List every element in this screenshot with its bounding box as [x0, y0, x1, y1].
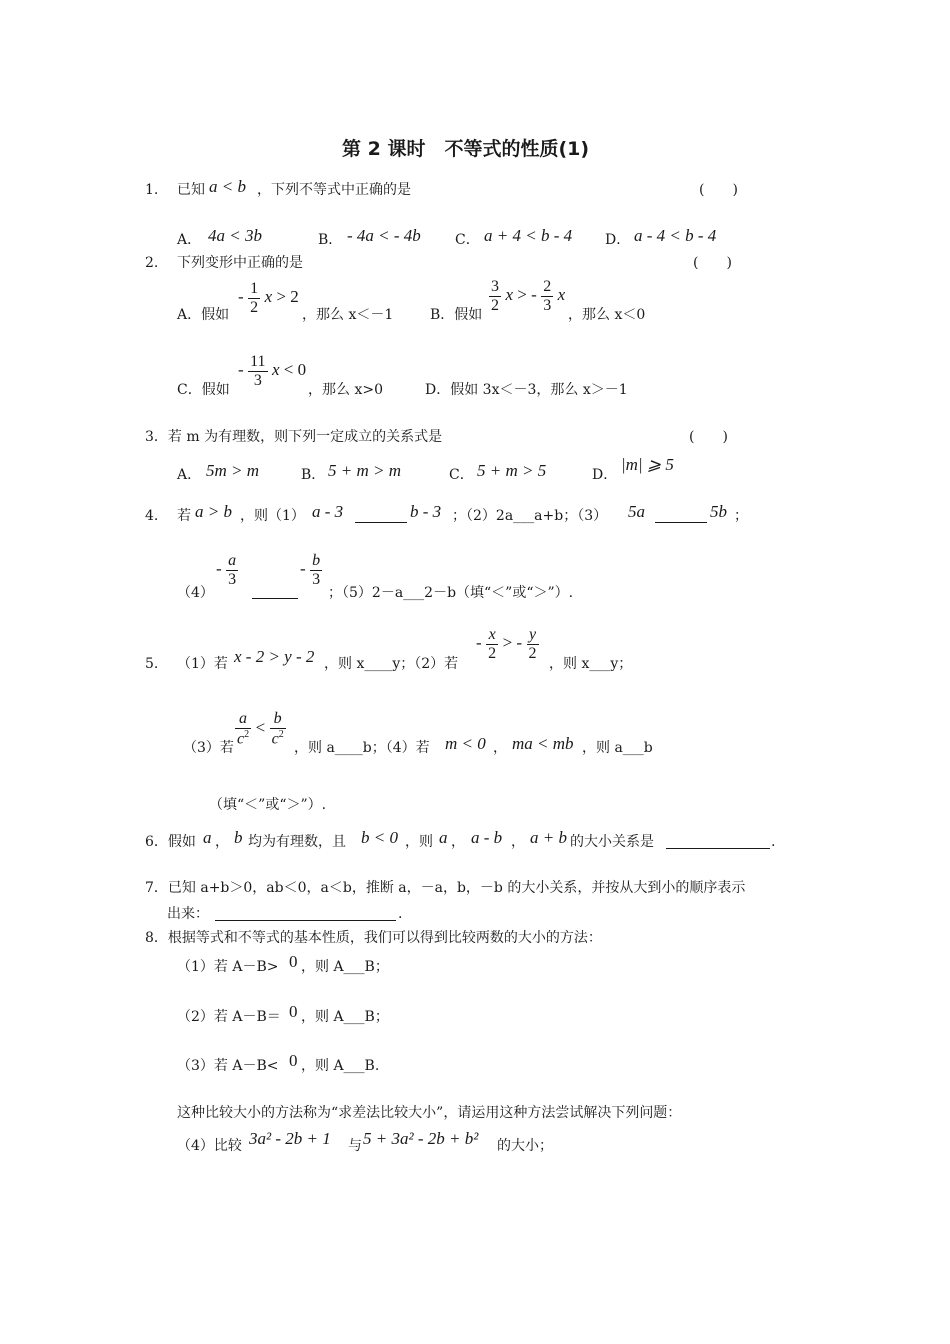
- q6-post: 的大小关系是: [570, 834, 654, 850]
- q8-case3-label: （3）若 A－B<: [177, 1058, 279, 1074]
- q4-part3-end: ；: [734, 508, 748, 524]
- q1-answer-paren: ( ): [699, 182, 738, 198]
- q2-answer-paren: ( ): [693, 255, 732, 271]
- q6-end: .: [771, 834, 776, 850]
- q1-number: 1.: [145, 182, 159, 198]
- q8-case1-zero: 0: [289, 952, 298, 971]
- q4-number: 4.: [145, 508, 159, 524]
- q6-then: ，则: [405, 834, 433, 850]
- q4-part5: ；（5）2－a___2－b（填“＜”或“＞”）.: [328, 585, 574, 601]
- q5-comma: ，: [493, 740, 507, 756]
- q4-part1-right: b - 3: [410, 502, 442, 521]
- q3-option-a: 5m > m: [206, 461, 260, 480]
- q6-pre: 6．假如: [145, 834, 196, 850]
- q2-text: 下列变形中正确的是: [177, 255, 303, 271]
- q2-option-b-expr: $\frac{3}{2}$ x > - $\frac{2}{3}$ x: [491, 278, 566, 314]
- q2-option-a-post: ，那么 x＜－1: [302, 307, 394, 323]
- q2-option-c-label: C．假如: [177, 382, 230, 398]
- q5-number: 5.: [145, 656, 159, 672]
- page-title: 第 2 课时 不等式的性质(1): [342, 138, 590, 160]
- q4-part4-left: - $\frac{a}{3}$: [216, 552, 237, 588]
- q6-var-b: b: [234, 828, 243, 847]
- q5-part4-cond1: m < 0: [445, 734, 486, 753]
- q4-condition: a > b: [195, 502, 232, 521]
- q8-method: 这种比较大小的方法称为“求差法比较大小”，请运用这种方法尝试解决下列问题：: [177, 1105, 682, 1121]
- q6-expr-sum: a + b: [530, 828, 567, 847]
- q1-option-d-label: D．: [605, 232, 631, 248]
- q7-line2: 出来：: [167, 906, 209, 922]
- q5-part2-label: ，则 x____y；（2）若: [324, 656, 459, 672]
- q5-part3-label: （3）若: [183, 740, 234, 756]
- q8-part4-expr2: 5 + 3a² - 2b + b²: [363, 1129, 479, 1148]
- q4-part2: ；（2）2a___a+b；（3）: [452, 508, 608, 524]
- q2-option-c-expr: - $\frac{11}{3}$ x < 0: [238, 353, 307, 389]
- q3-option-d: |m| ⩾ 5: [621, 455, 674, 474]
- q5-part1-label: （1）若: [177, 656, 228, 672]
- q1-option-a-label: A．: [177, 232, 202, 248]
- q4-part1-blank[interactable]: [355, 508, 407, 523]
- q1-option-b-label: B．: [318, 232, 343, 248]
- q2-option-a-label: A．假如: [177, 307, 230, 323]
- q3-option-c: 5 + m > 5: [477, 461, 547, 480]
- q5-part3-cond: $\frac{a}{c^2}$ < $\frac{b}{c^2}$: [237, 710, 284, 747]
- q8-case2-post: ，则 A___B；: [301, 1009, 389, 1025]
- q2-option-a-expr: - $\frac{1}{2}$ x > 2: [238, 280, 299, 316]
- q3-option-b-label: B．: [301, 467, 326, 483]
- q8-intro: 8．根据等式和不等式的基本性质，我们可以得到比较两数的大小的方法：: [145, 930, 602, 946]
- q5-part2-cond: - $\frac{x}{2}$ > - $\frac{y}{2}$: [476, 626, 537, 662]
- q4-pre: 若: [177, 508, 191, 524]
- q5-part2-post: ，则 x___y；: [549, 656, 633, 672]
- q1-option-b: - 4a < - 4b: [347, 226, 421, 245]
- q2-option-b-post: ，那么 x＜0: [568, 307, 646, 323]
- q1-option-c-label: C．: [455, 232, 480, 248]
- q7-answer-blank[interactable]: [215, 906, 396, 921]
- q4-part3-left: 5a: [628, 502, 645, 521]
- q8-case3-post: ，则 A___B.: [301, 1058, 380, 1074]
- q8-part4-label: （4）比较: [177, 1138, 242, 1154]
- q6-condition: b < 0: [361, 828, 398, 847]
- q4-part4-right: - $\frac{b}{3}$: [300, 552, 321, 588]
- q1-option-a: 4a < 3b: [208, 226, 262, 245]
- q6-comma-1: ，: [215, 834, 229, 850]
- q6-answer-blank[interactable]: [666, 834, 770, 849]
- q3-answer-paren: ( ): [689, 429, 728, 445]
- q2-number: 2.: [145, 255, 159, 271]
- q4-part1-label: ，则（1）: [240, 508, 305, 524]
- q8-case1-post: ，则 A___B；: [301, 959, 389, 975]
- q5-part1-cond: x - 2 > y - 2: [234, 647, 315, 666]
- q1-option-d: a - 4 < b - 4: [634, 226, 717, 245]
- q4-part4-label: （4）: [177, 585, 214, 601]
- q6-expr-a: a: [439, 828, 448, 847]
- q3-text: 3．若 m 为有理数，则下列一定成立的关系式是: [145, 429, 443, 445]
- q8-case2-zero: 0: [289, 1002, 298, 1021]
- q5-part4-cond2: ma < mb: [512, 734, 574, 753]
- q4-part3-right: 5b: [710, 502, 727, 521]
- q1-pre: 已知: [177, 182, 205, 198]
- q8-part4-expr1: 3a² - 2b + 1: [249, 1129, 331, 1148]
- q8-case2-label: （2）若 A－B＝: [177, 1009, 281, 1025]
- q4-part4-blank[interactable]: [252, 584, 298, 599]
- q1-condition: a < b: [209, 177, 246, 196]
- q4-part3-blank[interactable]: [655, 508, 707, 523]
- q3-option-c-label: C．: [449, 467, 474, 483]
- q8-case3-zero: 0: [289, 1051, 298, 1070]
- q8-part4-post: 的大小；: [497, 1138, 553, 1154]
- q6-expr-diff: a - b: [471, 828, 503, 847]
- q5-fill-hint: （填“＜”或“＞”）.: [209, 797, 327, 813]
- q6-comma-3: ，: [511, 834, 525, 850]
- q2-option-b-label: B．假如: [430, 307, 483, 323]
- q2-option-d: D．假如 3x＜－3，那么 x＞－1: [425, 382, 628, 398]
- q7-line1: 7．已知 a+b＞0，ab＜0，a＜b，推断 a，－a，b，－b 的大小关系，并按从大到小的顺序表示: [145, 880, 746, 896]
- q7-end: .: [398, 906, 403, 922]
- q1-option-c: a + 4 < b - 4: [484, 226, 573, 245]
- q5-part4-post: ，则 a___b: [582, 740, 653, 756]
- q3-option-a-label: A．: [177, 467, 202, 483]
- q3-option-d-label: D．: [592, 467, 618, 483]
- q6-mid: 均为有理数，且: [248, 834, 346, 850]
- q3-option-b: 5 + m > m: [328, 461, 401, 480]
- q6-var-a: a: [203, 828, 212, 847]
- q8-part4-mid: 与: [348, 1138, 362, 1154]
- q2-option-c-post: ，那么 x>0: [308, 382, 383, 398]
- q5-part3-post: ，则 a____b；（4）若: [294, 740, 430, 756]
- q8-case1-label: （1）若 A－B>: [177, 959, 279, 975]
- q1-text: ，下列不等式中正确的是: [257, 182, 411, 198]
- q6-comma-2: ，: [451, 834, 465, 850]
- q4-part1-left: a - 3: [312, 502, 344, 521]
